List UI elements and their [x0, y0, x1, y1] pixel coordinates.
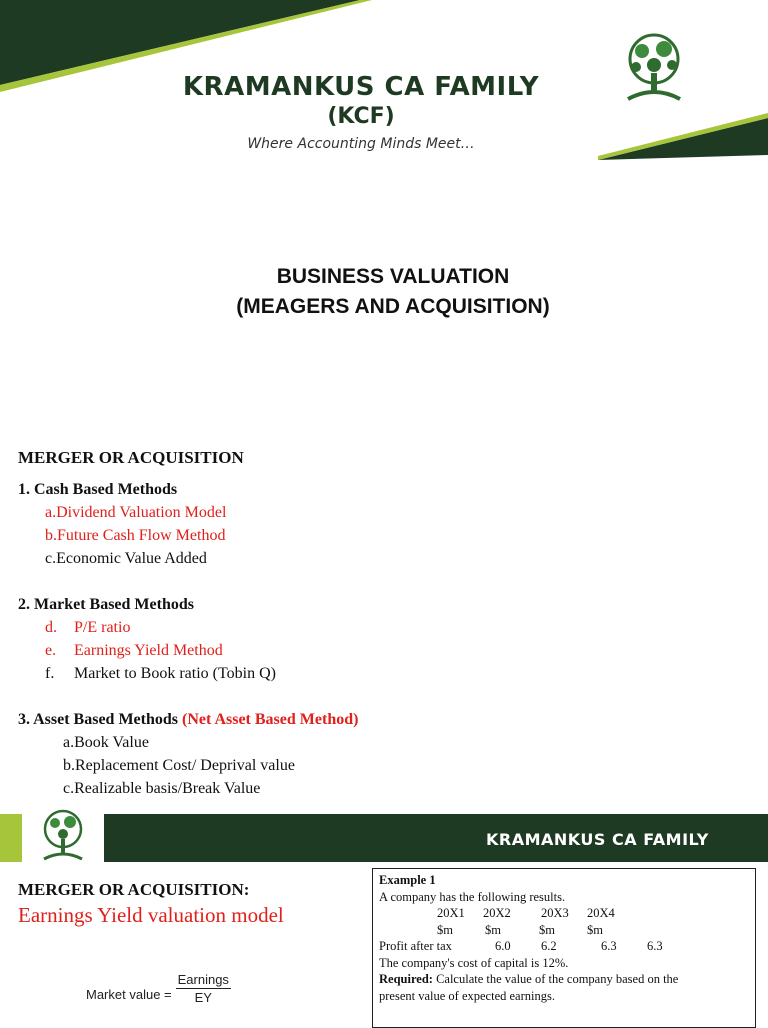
group-3-title: 3. Asset Based Methods [18, 711, 179, 728]
year-1: 20X1 [437, 906, 465, 920]
profit-row-label: Profit after tax [379, 939, 452, 953]
unit-2: $m [485, 922, 501, 937]
profit-value-1: 6.0 [495, 939, 511, 953]
group-1-item-b: b.Future Cash Flow Method [45, 527, 226, 544]
slide-2-heading: MERGER OR ACQUISITION: [18, 880, 250, 899]
profit-value-3: 6.3 [601, 939, 617, 953]
example-box [372, 868, 756, 1028]
group-2-item-e-marker: e. [45, 642, 57, 659]
slide-2-brand: KRAMANKUS CA FAMILY [486, 830, 709, 849]
slide-2-subheading: Earnings Yield valuation model [18, 903, 284, 927]
required-text: Calculate the value of the company based on the [436, 972, 679, 986]
group-3-title-suffix: (Net Asset Based Method) [182, 711, 359, 728]
slide-2-tree-logo-icon [22, 805, 104, 865]
group-2-item-e: Earnings Yield Method [74, 642, 223, 659]
example-cost-line: The company's cost of capital is 12%. [379, 955, 569, 970]
group-1-item-a: a.Dividend Valuation Model [45, 504, 227, 521]
group-3-title-row [18, 711, 358, 729]
required-label: Required: [379, 972, 433, 986]
formula-denominator: EY [194, 990, 212, 1005]
example-title: Example 1 [379, 873, 436, 887]
group-2-item-f-marker: f. [45, 665, 55, 682]
year-4: 20X4 [587, 906, 615, 920]
group-3-item-b: b.Replacement Cost/ Deprival value [63, 757, 295, 774]
brand-abbreviation: (KCF) [327, 104, 395, 129]
brand-tagline: Where Accounting Minds Meet… [247, 136, 475, 152]
brand-title: KRAMANKUS CA FAMILY [182, 72, 540, 102]
market-value-formula [86, 972, 231, 1005]
example-years-row [379, 905, 749, 922]
profit-value-2: 6.2 [541, 939, 557, 953]
main-title-line-1: BUSINESS VALUATION [276, 265, 510, 288]
formula-numerator: Earnings [177, 972, 229, 987]
example-intro: A company has the following results. [379, 889, 566, 904]
group-2-item-d: P/E ratio [74, 619, 131, 636]
year-3: 20X3 [541, 906, 569, 920]
unit-1: $m [437, 922, 453, 937]
group-2-item-d-marker: d. [45, 619, 57, 636]
tree-logo-icon [598, 25, 710, 110]
required-text-line-2: present value of expected earnings. [379, 988, 555, 1003]
profit-value-4: 6.3 [647, 939, 663, 953]
group-1-title: 1. Cash Based Methods [18, 481, 178, 498]
formula-lhs: Market value = [86, 987, 172, 1002]
group-1-item-c: c.Economic Value Added [45, 550, 207, 567]
year-2: 20X2 [483, 906, 511, 920]
group-3-item-a: a.Book Value [63, 734, 149, 751]
example-units-row [379, 922, 749, 939]
group-2-title: 2. Market Based Methods [18, 596, 194, 613]
example-profit-row [379, 938, 749, 955]
group-2-item-f: Market to Book ratio (Tobin Q) [74, 665, 276, 682]
main-title-line-2: (MEAGERS AND ACQUISITION) [236, 295, 550, 318]
slide-2-logo-backing [22, 805, 104, 865]
main-title [0, 262, 768, 322]
section-heading: MERGER OR ACQUISITION [18, 448, 244, 467]
unit-4: $m [587, 922, 603, 937]
group-3-item-c: c.Realizable basis/Break Value [63, 780, 261, 797]
formula-fraction [176, 972, 231, 1005]
unit-3: $m [539, 922, 555, 937]
example-required [379, 971, 749, 988]
